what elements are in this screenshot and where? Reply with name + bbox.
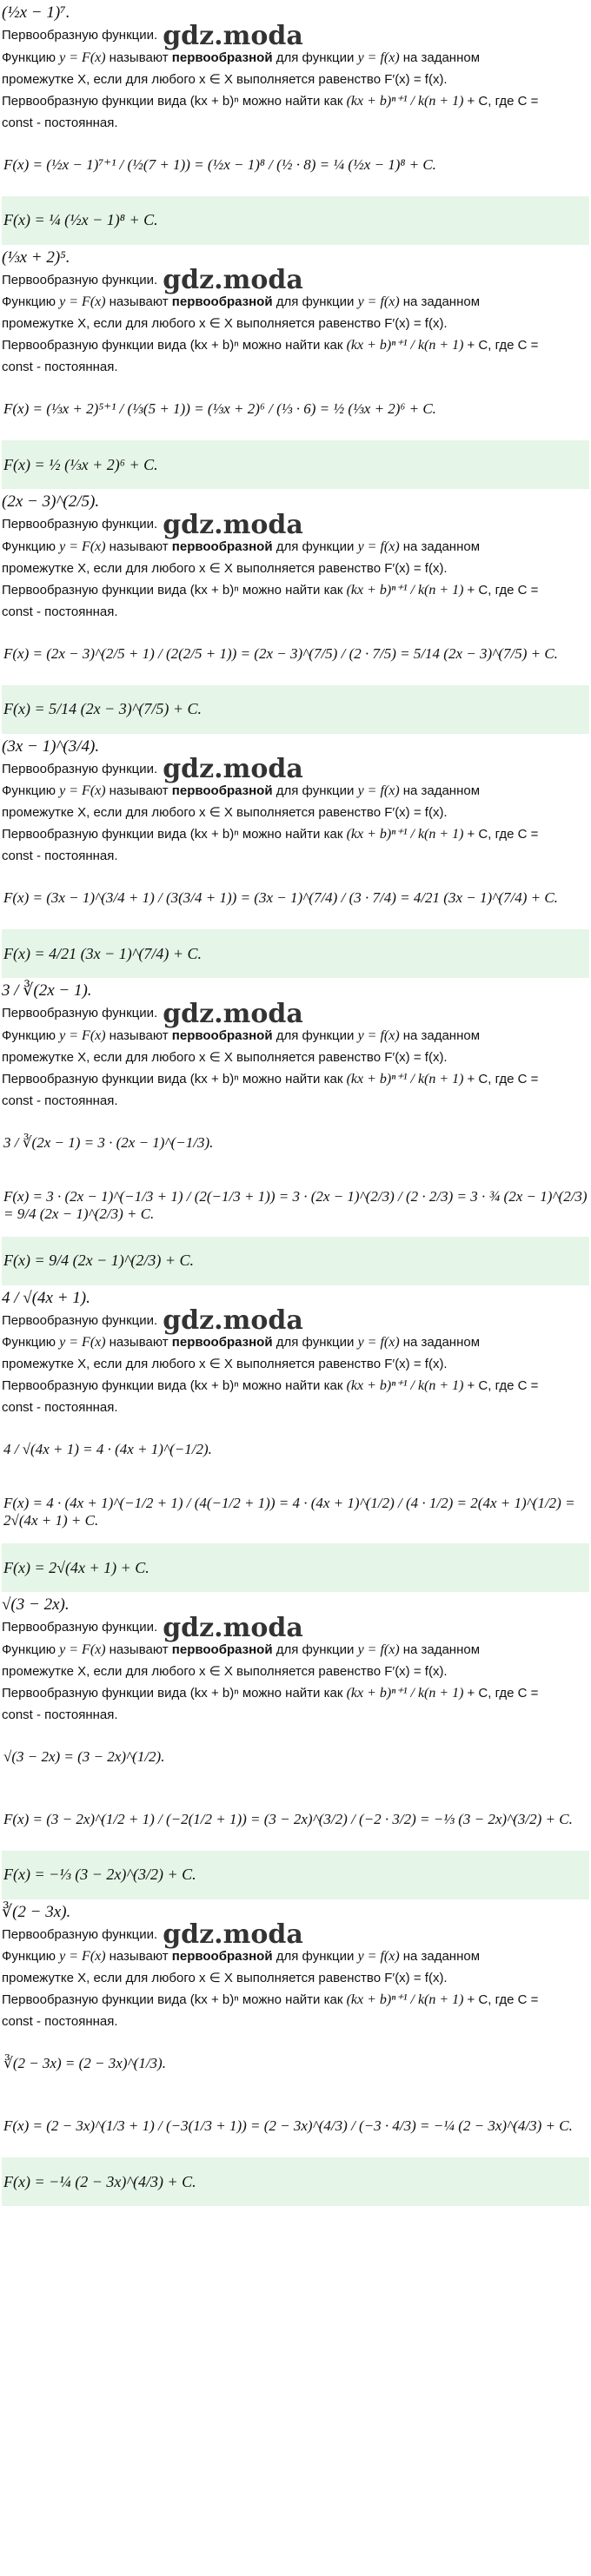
def-prefix: Функцию <box>2 1949 60 1965</box>
theory-heading <box>2 509 589 540</box>
def-prefix: Функцию <box>2 1641 60 1657</box>
rule-prefix: Первообразную функции вида (kx + b)ⁿ можно найти как <box>2 1378 347 1394</box>
definition-line-2: промежутке X, если для любого x ∈ X выполняется равенство F′(x) = f(x). <box>2 1357 448 1372</box>
rule-suffix: + C, где C = <box>467 1992 539 2008</box>
definition-line-2: промежутке X, если для любого x ∈ X выполняется равенство F′(x) = f(x). <box>2 1049 448 1065</box>
def-suffix: для функции <box>272 1641 358 1657</box>
def-middle: называют <box>109 1949 172 1965</box>
answer-box: F(x) = 9/4 (2x − 1)^(2/3) + C. <box>2 1237 589 1285</box>
def-prefix: Функцию <box>2 538 60 554</box>
def-suffix: для функции <box>272 1027 358 1043</box>
def-bold: первообразной <box>171 1335 273 1351</box>
def-tail: на заданном <box>402 294 481 310</box>
def-prefix: Функцию <box>2 1027 60 1043</box>
rule-prefix: Первообразную функции вида (kx + b)ⁿ можно найти как <box>2 827 347 842</box>
rule-suffix: + C, где C = <box>467 1378 539 1394</box>
def-prefix: Функцию <box>2 294 60 310</box>
definition-line <box>2 47 589 69</box>
rewrite-equation: ∛(2 − 3x) = (2 − 3x)^(1/3). <box>3 2055 166 2072</box>
theory-heading-text: Первообразную функции. <box>2 1006 158 1021</box>
def-bold: первообразной <box>171 1027 273 1043</box>
def-math-f: y = f(x) <box>357 1949 403 1965</box>
def-math-f: y = f(x) <box>357 50 403 65</box>
definition-line <box>2 536 589 558</box>
def-tail: на заданном <box>402 783 481 799</box>
def-math-f: y = f(x) <box>357 783 403 799</box>
rule-formula: (kx + b)ⁿ⁺¹ / k(n + 1) <box>346 93 468 109</box>
answer-box: F(x) = ½ (⅓x + 2)⁶ + C. <box>2 440 589 489</box>
theory-heading <box>2 20 589 51</box>
theory-heading-text: Первообразную функции. <box>2 1620 158 1635</box>
watermark: gdz.moda <box>163 1305 303 1337</box>
def-suffix: для функции <box>272 1335 358 1351</box>
rule-suffix: + C, где C = <box>467 582 539 598</box>
theory-heading-text: Первообразную функции. <box>2 1312 158 1328</box>
rule-line <box>2 90 589 112</box>
def-suffix: для функции <box>272 294 358 310</box>
rule-line <box>2 334 589 356</box>
rule-suffix: + C, где C = <box>467 338 539 353</box>
def-math-f: y = f(x) <box>357 1641 403 1657</box>
definition-line-2: промежутке X, если для любого x ∈ X выполняется равенство F′(x) = f(x). <box>2 1971 448 1986</box>
definition-line-2: промежутке X, если для любого x ∈ X выполняется равенство F′(x) = f(x). <box>2 1663 448 1679</box>
def-math-F: y = F(x) <box>59 783 110 799</box>
watermark: gdz.moda <box>163 998 303 1029</box>
definition-line <box>2 780 589 802</box>
rule-suffix: + C, где C = <box>467 827 539 842</box>
rule-formula: (kx + b)ⁿ⁺¹ / k(n + 1) <box>346 582 468 598</box>
def-bold: первообразной <box>171 50 273 65</box>
theory-heading <box>2 1919 589 1951</box>
def-math-F: y = F(x) <box>59 1027 110 1043</box>
rule-formula: (kx + b)ⁿ⁺¹ / k(n + 1) <box>346 827 468 842</box>
theory-heading-text: Первообразную функции. <box>2 272 158 287</box>
task-expression: (⅓x + 2)⁵. <box>2 248 70 267</box>
theory-heading <box>2 754 589 785</box>
problem-block <box>0 734 591 979</box>
watermark: gdz.moda <box>163 1612 303 1643</box>
task-expression: √(3 − 2x). <box>2 1595 70 1615</box>
def-suffix: для функции <box>272 538 358 554</box>
definition-line-2: промежутке X, если для любого x ∈ X выполняется равенство F′(x) = f(x). <box>2 71 448 87</box>
definition-line-2: промежутке X, если для любого x ∈ X выполняется равенство F′(x) = f(x). <box>2 805 448 821</box>
theory-heading-text: Первообразную функции. <box>2 1926 158 1942</box>
def-math-F: y = F(x) <box>59 50 110 65</box>
problem-block <box>0 0 591 245</box>
rule-suffix: + C, где C = <box>467 1071 539 1087</box>
theory-heading <box>2 265 589 296</box>
problem-block <box>0 1899 591 2207</box>
const-line: const - постоянная. <box>2 115 118 130</box>
def-suffix: для функции <box>272 783 358 799</box>
def-math-f: y = f(x) <box>357 538 403 554</box>
solution-equation: F(x) = (2 − 3x)^(1/3 + 1) / (−3(1/3 + 1)) = (2 − 3x)^(4/3) / (−3 · 4/3) = −¼ (2 − 3x)^(4/3) + C. <box>3 2117 573 2135</box>
task-expression: 3 / ∛(2x − 1). <box>2 981 92 1001</box>
task-expression: 4 / √(4x + 1). <box>2 1288 90 1307</box>
def-math-F: y = F(x) <box>59 1641 110 1657</box>
rule-prefix: Первообразную функции вида (kx + b)ⁿ можно найти как <box>2 338 347 353</box>
solution-equation: F(x) = (2x − 3)^(2/5 + 1) / (2(2/5 + 1)) = (2x − 3)^(7/5) / (2 · 7/5) = 5/14 (2x − 3)^(7/5) + C. <box>3 644 558 662</box>
problem-block <box>0 245 591 490</box>
answer-box: F(x) = 2√(4x + 1) + C. <box>2 1543 589 1592</box>
const-line: const - постоянная. <box>2 1093 118 1108</box>
def-middle: называют <box>109 538 172 554</box>
const-line: const - постоянная. <box>2 1400 118 1416</box>
rule-formula: (kx + b)ⁿ⁺¹ / k(n + 1) <box>346 338 468 353</box>
problem-block <box>0 1285 591 1593</box>
rule-formula: (kx + b)ⁿ⁺¹ / k(n + 1) <box>346 1685 468 1701</box>
def-middle: называют <box>109 1641 172 1657</box>
theory-heading-text: Первообразную функции. <box>2 761 158 776</box>
rule-prefix: Первообразную функции вида (kx + b)ⁿ можно найти как <box>2 1992 347 2008</box>
def-suffix: для функции <box>272 1949 358 1965</box>
answer-box: F(x) = ¼ (½x − 1)⁸ + C. <box>2 196 589 245</box>
problem-block <box>0 978 591 1285</box>
solution-equation: F(x) = (⅓x + 2)⁵⁺¹ / (⅓(5 + 1)) = (⅓x + 2)⁶ / (⅓ · 6) = ½ (⅓x + 2)⁶ + C. <box>3 400 436 418</box>
problem-block <box>0 1592 591 1899</box>
const-line: const - постоянная. <box>2 604 118 619</box>
def-math-f: y = f(x) <box>357 294 403 310</box>
def-prefix: Функцию <box>2 1335 60 1351</box>
answer-box: F(x) = 5/14 (2x − 3)^(7/5) + C. <box>2 685 589 734</box>
solution-equation: F(x) = 4 · (4x + 1)^(−1/2 + 1) / (4(−1/2 + 1)) = 4 · (4x + 1)^(1/2) / (4 · 1/2) = 2(4x + 1)^(1/2) = 2√(4x + 1) + C. <box>3 1495 575 1529</box>
rule-line <box>2 579 589 601</box>
rule-suffix: + C, где C = <box>467 1685 539 1701</box>
definition-line <box>2 291 589 313</box>
solution-equation: F(x) = 3 · (2x − 1)^(−1/3 + 1) / (2(−1/3 + 1)) = 3 · (2x − 1)^(2/3) / (2 · 2/3) = 3 · ¾ (2x − 1)^(2/3) = 9/4 (2x − 1)^(2/3) + C. <box>3 1187 588 1222</box>
const-line: const - постоянная. <box>2 849 118 864</box>
def-middle: называют <box>109 294 172 310</box>
rewrite-equation: 3 / ∛(2x − 1) = 3 · (2x − 1)^(−1/3). <box>3 1133 214 1151</box>
rule-suffix: + C, где C = <box>467 93 539 109</box>
task-expression: (½x − 1)⁷. <box>2 3 70 22</box>
def-math-f: y = f(x) <box>357 1335 403 1351</box>
def-middle: называют <box>109 1335 172 1351</box>
theory-heading-text: Первообразную функции. <box>2 517 158 532</box>
solution-equation: F(x) = (3 − 2x)^(1/2 + 1) / (−2(1/2 + 1)) = (3 − 2x)^(3/2) / (−2 · 3/2) = −⅓ (3 − 2x)^(3/2) + C. <box>3 1810 573 1827</box>
rule-formula: (kx + b)ⁿ⁺¹ / k(n + 1) <box>346 1378 468 1394</box>
theory-heading-text: Первообразную функции. <box>2 28 158 43</box>
task-expression: (2x − 3)^(2/5). <box>2 492 100 512</box>
theory-heading <box>2 998 589 1029</box>
answer-box: F(x) = −¼ (2 − 3x)^(4/3) + C. <box>2 2157 589 2206</box>
rule-prefix: Первообразную функции вида (kx + b)ⁿ можно найти как <box>2 93 347 109</box>
def-bold: первообразной <box>171 538 273 554</box>
watermark: gdz.moda <box>163 509 303 540</box>
theory-heading <box>2 1305 589 1337</box>
definition-line-2: промежутке X, если для любого x ∈ X выполняется равенство F′(x) = f(x). <box>2 316 448 332</box>
def-middle: называют <box>109 783 172 799</box>
def-math-f: y = f(x) <box>357 1027 403 1043</box>
rewrite-equation: √(3 − 2x) = (3 − 2x)^(1/2). <box>3 1747 165 1765</box>
definition-line <box>2 1025 589 1047</box>
def-middle: называют <box>109 50 172 65</box>
def-tail: на заданном <box>402 538 481 554</box>
rule-prefix: Первообразную функции вида (kx + b)ⁿ можно найти как <box>2 1071 347 1087</box>
definition-line <box>2 1945 589 1967</box>
watermark: gdz.moda <box>163 754 303 785</box>
def-suffix: для функции <box>272 50 358 65</box>
solution-equation: F(x) = (½x − 1)⁷⁺¹ / (½(7 + 1)) = (½x − 1)⁸ / (½ · 8) = ¼ (½x − 1)⁸ + C. <box>3 155 436 173</box>
task-expression: (3x − 1)^(3/4). <box>2 736 100 756</box>
def-tail: на заданном <box>402 1027 481 1043</box>
def-tail: на заданном <box>402 1335 481 1351</box>
rewrite-equation: 4 / √(4x + 1) = 4 · (4x + 1)^(−1/2). <box>3 1441 212 1458</box>
watermark: gdz.moda <box>163 20 303 51</box>
def-math-F: y = F(x) <box>59 1949 110 1965</box>
def-prefix: Функцию <box>2 783 60 799</box>
definition-line <box>2 1331 589 1353</box>
def-math-F: y = F(x) <box>59 294 110 310</box>
rule-prefix: Первообразную функции вида (kx + b)ⁿ можно найти как <box>2 582 347 598</box>
answer-box: F(x) = 4/21 (3x − 1)^(7/4) + C. <box>2 929 589 978</box>
rule-line <box>2 823 589 845</box>
const-line: const - постоянная. <box>2 2014 118 2030</box>
def-middle: называют <box>109 1027 172 1043</box>
problem-block <box>0 489 591 734</box>
rule-formula: (kx + b)ⁿ⁺¹ / k(n + 1) <box>346 1992 468 2008</box>
rule-line <box>2 1068 589 1090</box>
definition-line-2: промежутке X, если для любого x ∈ X выполняется равенство F′(x) = f(x). <box>2 560 448 576</box>
solution-equation: F(x) = (3x − 1)^(3/4 + 1) / (3(3/4 + 1)) = (3x − 1)^(7/4) / (3 · 7/4) = 4/21 (3x − 1)^(7/4) + C. <box>3 889 558 907</box>
task-expression: ∛(2 − 3x). <box>2 1902 71 1921</box>
theory-heading <box>2 1612 589 1643</box>
def-bold: первообразной <box>171 294 273 310</box>
watermark: gdz.moda <box>163 1919 303 1951</box>
answer-box: F(x) = −⅓ (3 − 2x)^(3/2) + C. <box>2 1851 589 1899</box>
rule-line <box>2 1682 589 1704</box>
def-tail: на заданном <box>402 1949 481 1965</box>
def-bold: первообразной <box>171 1949 273 1965</box>
definition-line <box>2 1639 589 1661</box>
def-math-F: y = F(x) <box>59 1335 110 1351</box>
def-tail: на заданном <box>402 50 481 65</box>
def-math-F: y = F(x) <box>59 538 110 554</box>
def-prefix: Функцию <box>2 50 60 65</box>
rule-formula: (kx + b)ⁿ⁺¹ / k(n + 1) <box>346 1071 468 1087</box>
def-bold: первообразной <box>171 783 273 799</box>
def-bold: первообразной <box>171 1641 273 1657</box>
rule-prefix: Первообразную функции вида (kx + b)ⁿ можно найти как <box>2 1685 347 1701</box>
watermark: gdz.moda <box>163 265 303 296</box>
rule-line <box>2 1375 589 1397</box>
rule-line <box>2 1989 589 2011</box>
const-line: const - постоянная. <box>2 1707 118 1722</box>
def-tail: на заданном <box>402 1641 481 1657</box>
const-line: const - постоянная. <box>2 360 118 375</box>
